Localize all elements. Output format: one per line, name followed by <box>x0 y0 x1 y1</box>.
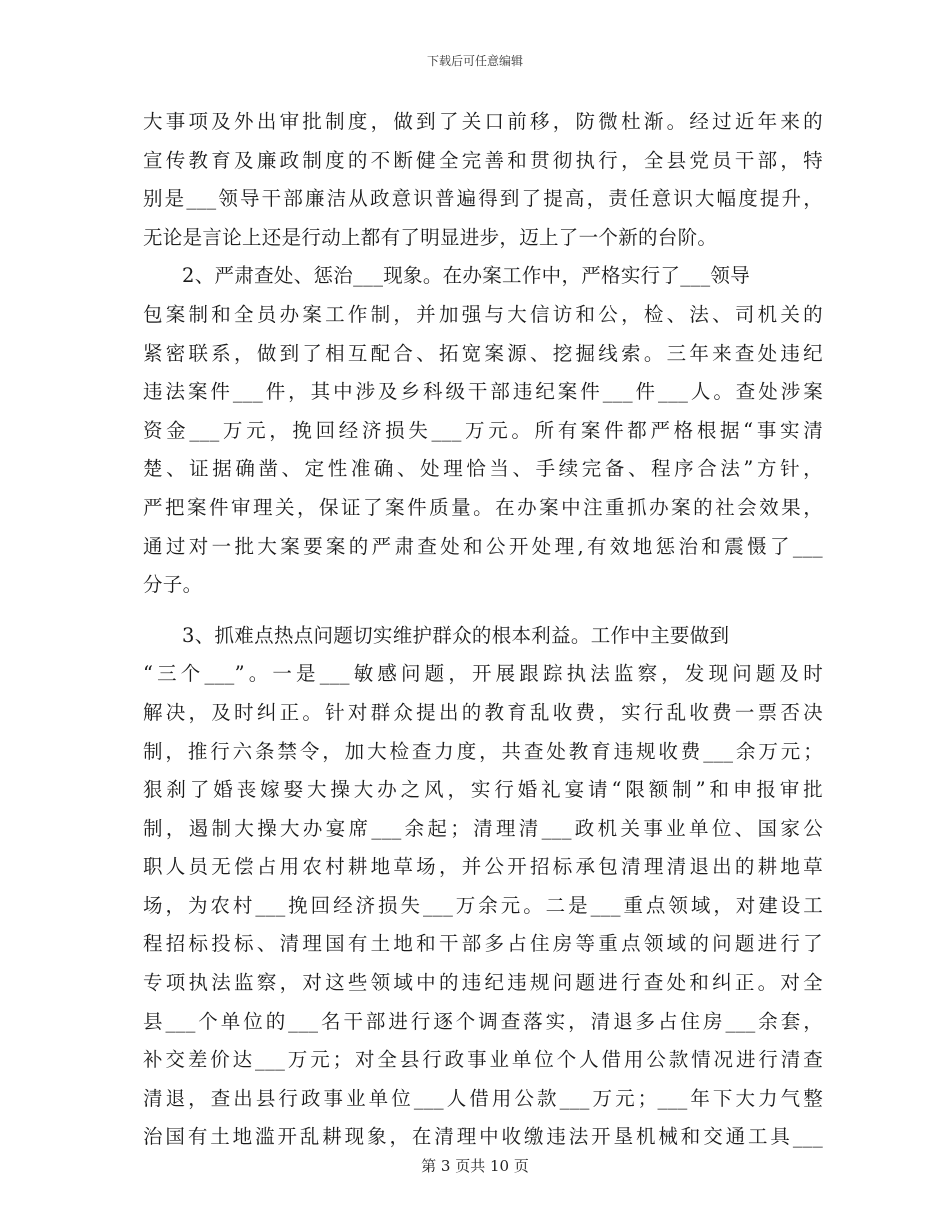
text-line: 宣传教育及廉政制度的不断健全完善和贯彻执行，全县党员干部，特 <box>143 148 823 172</box>
text-line: 补交差价达___万元；对全县行政事业单位个人借用公款情况进行清查 <box>143 1048 823 1072</box>
text-line: 场，为农村___挽回经济损失___万余元。二是___重点领域，对建设工 <box>143 893 823 917</box>
page-header: 下载后可任意编辑 <box>426 54 523 68</box>
text-line: 通过对一批大案要案的严肃查处和公开处理,有效地惩治和震慑了___ <box>143 534 823 558</box>
text-line: 治国有土地滥开乱耕现象，在清理中收缴违法开垦机械和交通工具___ <box>143 1125 823 1149</box>
text-line: 别是___领导干部廉洁从政意识普遍得到了提高，责任意识大幅度提升， <box>143 187 823 211</box>
text-line: 制，遏制大操大办宴席___余起；清理清___政机关事业单位、国家公 <box>143 816 823 840</box>
text-line: 清退，查出县行政事业单位___人借用公款___万元；___年下大力气整 <box>143 1086 823 1110</box>
text-line: 专项执法监察，对这些领域中的违纪违规问题进行查处和纠正。对全 <box>143 971 823 995</box>
text-line: 紧密联系，做到了相互配合、拓宽案源、挖掘线索。三年来查处违纪 <box>143 341 823 365</box>
text-line: 分子。 <box>143 573 203 597</box>
text-line: 严把案件审理关，保证了案件质量。在办案中注重抓办案的社会效果， <box>143 495 823 519</box>
text-line: 程招标投标、清理国有土地和干部多占住房等重点领域的问题进行了 <box>143 932 823 956</box>
text-line: 制，推行六条禁令，加大检查力度，共查处教育违规收费___余万元； <box>143 739 823 763</box>
text-line: 解决，及时纠正。针对群众提出的教育乱收费，实行乱收费一票否决 <box>143 700 823 724</box>
text-line: 包案制和全员办案工作制，并加强与大信访和公，检、法、司机关的 <box>143 302 823 326</box>
text-line: 2、严肃查处、惩治___现象。在办案工作中，严格实行了___领导 <box>182 264 751 288</box>
text-line: 3、抓难点热点问题切实维护群众的根本利益。工作中主要做到 <box>182 623 730 647</box>
text-line: 县___个单位的___名干部进行逐个调查落实，清退多占住房___余套， <box>143 1009 823 1033</box>
text-line: 职人员无偿占用农村耕地草场，并公开招标承包清理清退出的耕地草 <box>143 855 823 879</box>
text-line: 楚、证据确凿、定性准确、处理恰当、手续完备、程序合法”方针， <box>143 457 823 481</box>
text-line: “三个___”。一是___敏感问题，开展跟踪执法监察，发现问题及时 <box>143 662 823 686</box>
text-line: 狠刹了婚丧嫁娶大操大办之风，实行婚礼宴请“限额制”和申报审批 <box>143 778 823 802</box>
text-line: 违法案件___件，其中涉及乡科级干部违纪案件___件___人。查处涉案 <box>143 380 823 404</box>
text-line: 无论是言论上还是行动上都有了明显进步，迈上了一个新的台阶。 <box>143 225 718 249</box>
document-body <box>143 103 823 1157</box>
text-line: 大事项及外出审批制度，做到了关口前移，防微杜渐。经过近年来的 <box>143 110 823 133</box>
page-number: 第 3 页共 10 页 <box>421 1157 529 1175</box>
text-line: 资金___万元，挽回经济损失___万元。所有案件都严格根据“事实清 <box>143 418 823 442</box>
